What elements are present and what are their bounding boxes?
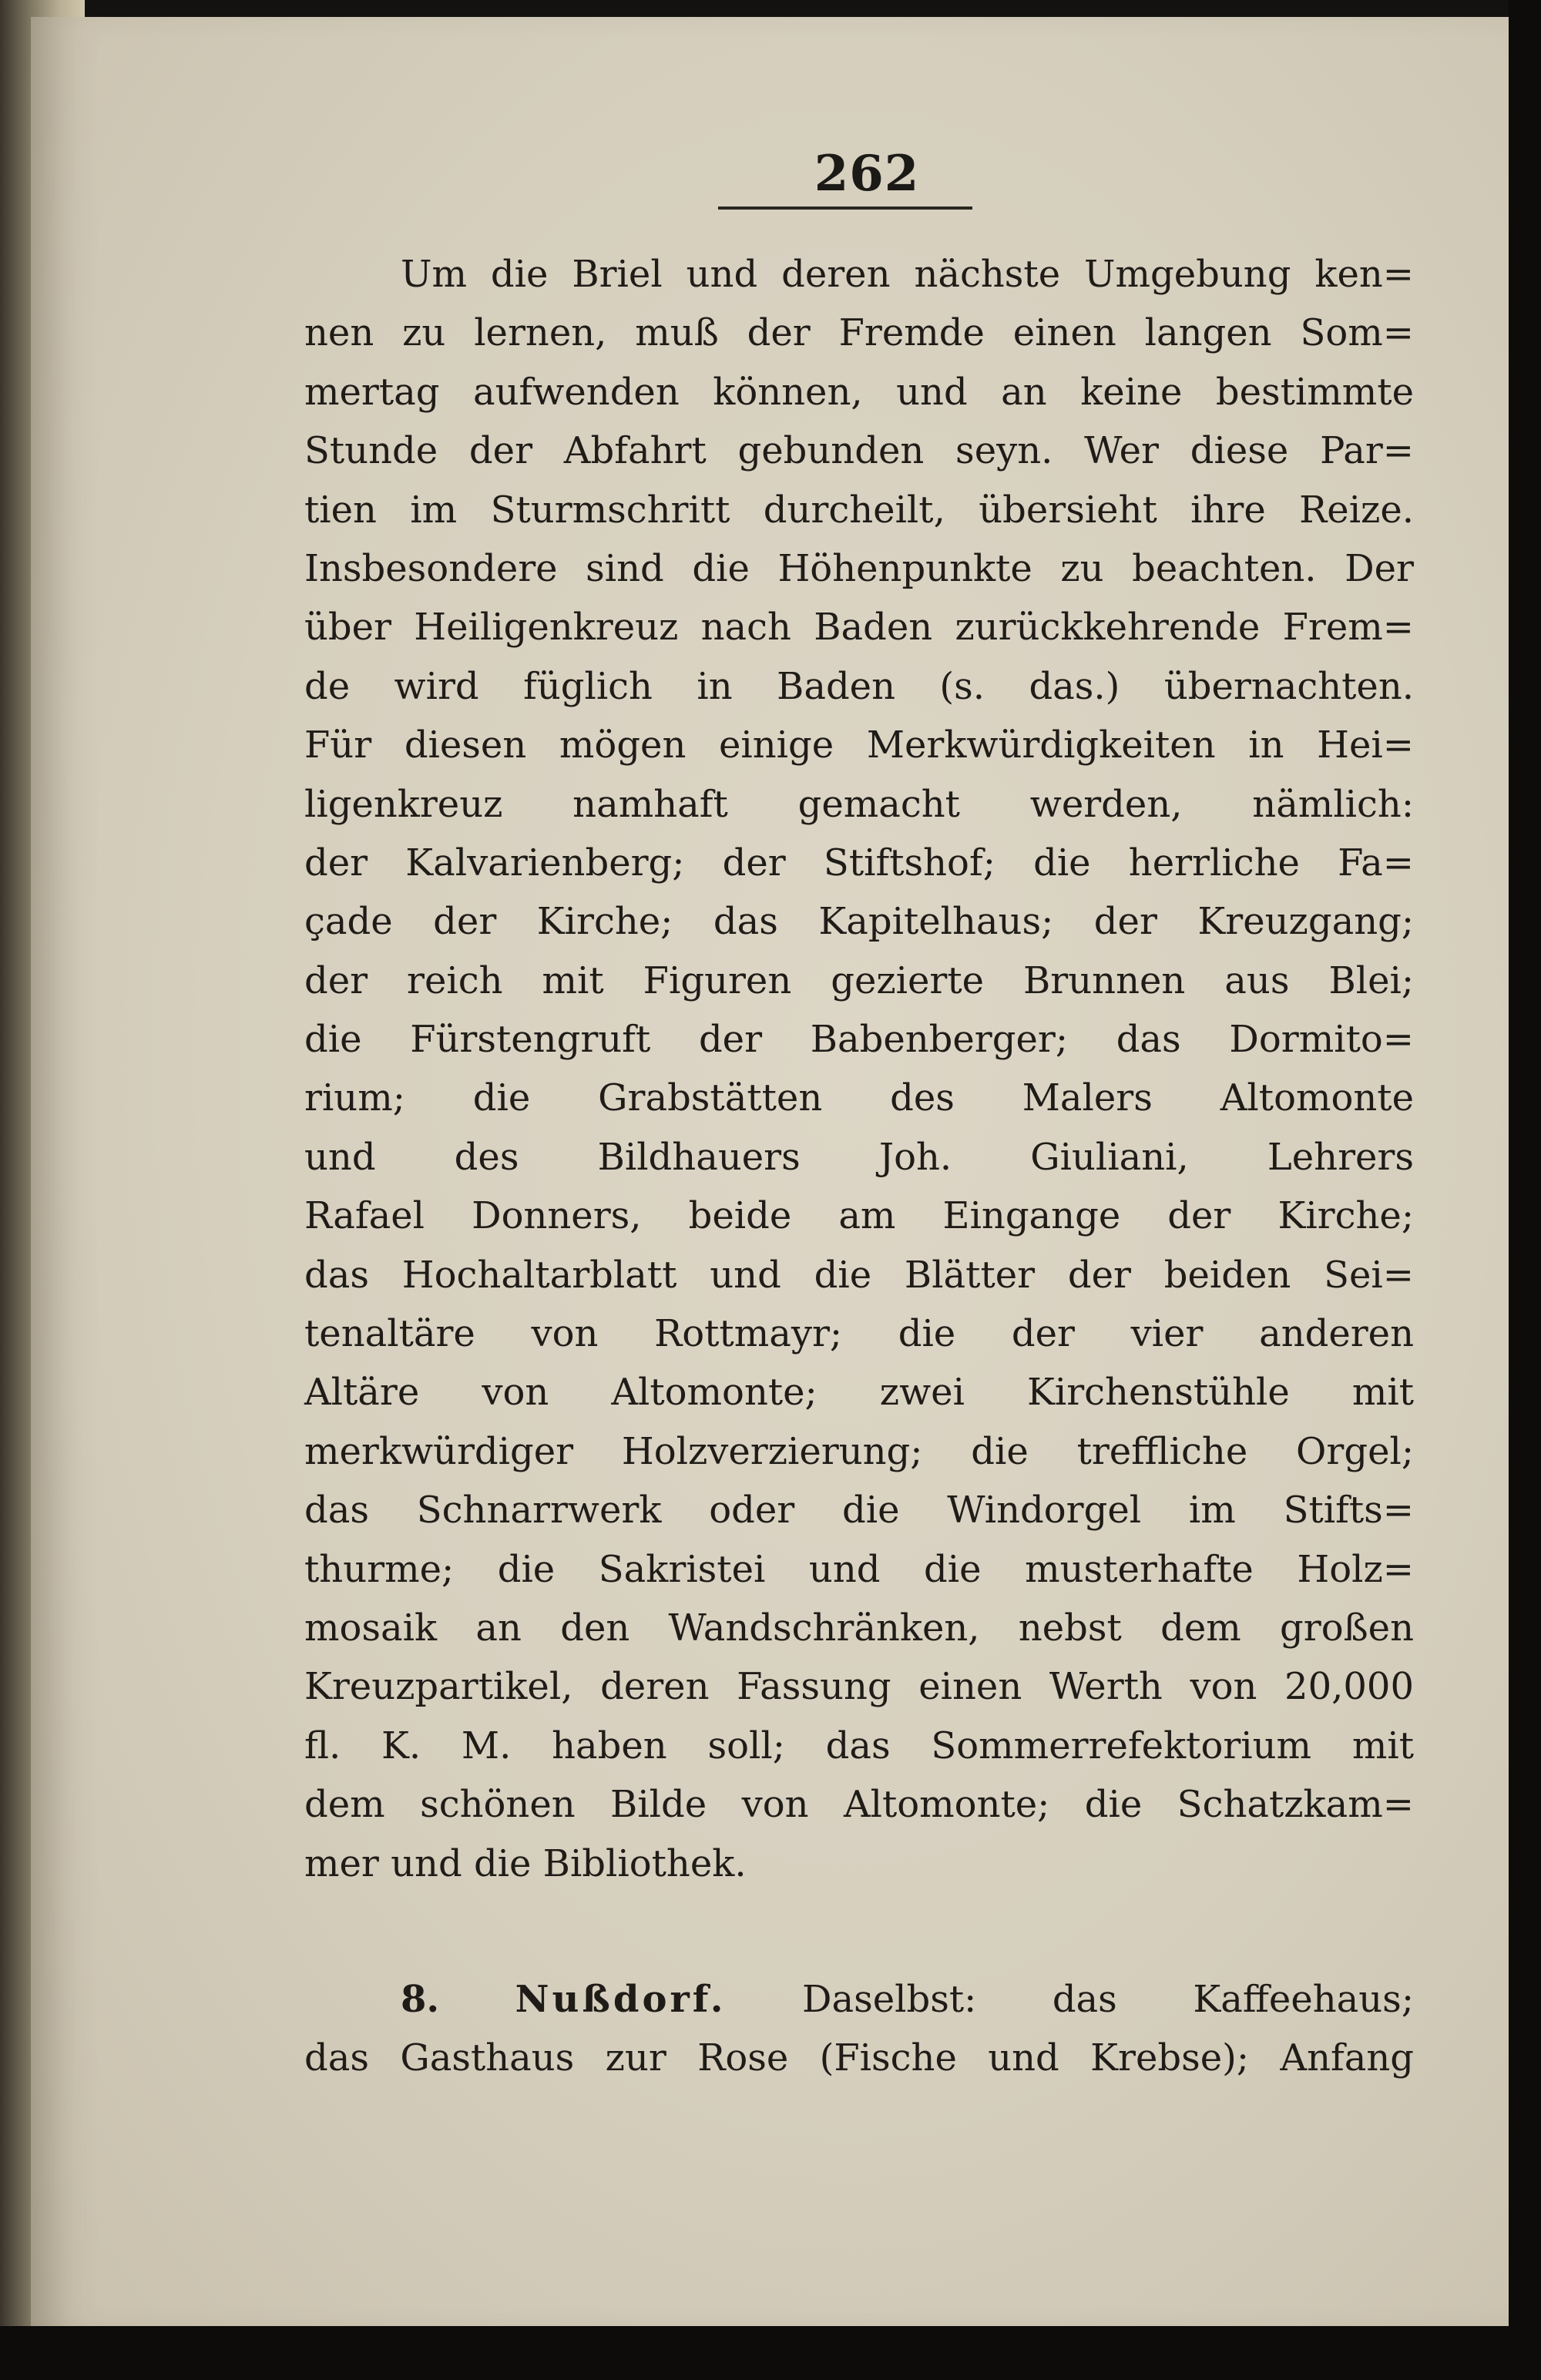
text-line: dem schönen Bilde von Altomonte; die Schatzkam= [304, 1783, 1414, 1827]
paragraph-gap [304, 1893, 1414, 1970]
text-line: ligenkreuz namhaft gemacht werden, nämlich: [304, 782, 1414, 826]
text-line: mosaik an den Wandschränken, nebst dem großen [304, 1606, 1414, 1650]
header-rule [718, 206, 972, 210]
text-line: das Gasthaus zur Rose (Fische und Krebse); Anfang [304, 2036, 1414, 2080]
text-line: Für diesen mögen einige Merkwürdigkeiten in Hei= [304, 723, 1414, 767]
section-text: Daselbst: das Kaffeehaus; [801, 1977, 1414, 2021]
text-line: tien im Sturmschritt durcheilt, übersieht ihre Reize. [304, 488, 1414, 532]
text-line: çade der Kirche; das Kapitelhaus; der Kreuzgang; [304, 900, 1414, 944]
section-title: Nußdorf. [515, 1977, 727, 2021]
text-line: das Schnarrwerk oder die Windorgel im Stifts= [304, 1489, 1414, 1532]
scan-background [0, 2326, 1541, 2380]
paragraph-heiligenkreuz [304, 245, 1414, 1893]
text-line: die Fürstengruft der Babenberger; das Dormito= [304, 1018, 1414, 1062]
text-line: mer und die Bibliothek. [304, 1841, 747, 1885]
text-line: rium; die Grabstätten des Malers Altomonte [304, 1076, 1414, 1120]
body-text [304, 245, 1414, 2088]
text-line: Kreuzpartikel, deren Fassung einen Werth von 20,000 [304, 1665, 1414, 1709]
text-line: fl. K. M. haben soll; das Sommerrefektorium mit [304, 1724, 1414, 1767]
text-line: Um die Briel und deren nächste Umgebung ken= [401, 253, 1414, 296]
page-number: 262 [814, 145, 920, 203]
text-line: der reich mit Figuren gezierte Brunnen aus Blei; [304, 958, 1414, 1002]
book-cover-edge [1509, 0, 1541, 2380]
text-line: Rafael Donners, beide am Eingange der Kirche; [304, 1194, 1414, 1238]
text-line: de wird füglich in Baden (s. das.) übernachten. [304, 664, 1414, 708]
section-heading-line [304, 1970, 1414, 2029]
text-line: und des Bildhauers Joh. Giuliani, Lehrers [304, 1135, 1414, 1179]
text-line: Altäre von Altomonte; zwei Kirchenstühle mit [304, 1371, 1414, 1415]
text-line: über Heiligenkreuz nach Baden zurückkehrende Frem= [304, 606, 1414, 650]
section-nussdorf [304, 1970, 1414, 2088]
text-line: thurme; die Sakristei und die musterhafte Holz= [304, 1547, 1414, 1591]
text-line: der Kalvarienberg; der Stiftshof; die herrliche Fa= [304, 841, 1414, 885]
text-line: tenaltäre von Rottmayr; die der vier anderen [304, 1312, 1414, 1356]
text-line: nen zu lernen, muß der Fremde einen langen Som= [304, 311, 1414, 355]
text-line: merkwürdiger Holzverzierung; die treffliche Orgel; [304, 1429, 1414, 1473]
text-line: Insbesondere sind die Höhenpunkte zu beachten. Der [304, 546, 1414, 590]
text-line: Stunde der Abfahrt gebunden seyn. Wer diese Par= [304, 429, 1414, 473]
section-number: 8. [401, 1977, 440, 2021]
text-line: mertag aufwenden können, und an keine bestimmte [304, 370, 1414, 414]
text-line: das Hochaltarblatt und die Blätter der beiden Sei= [304, 1253, 1414, 1297]
